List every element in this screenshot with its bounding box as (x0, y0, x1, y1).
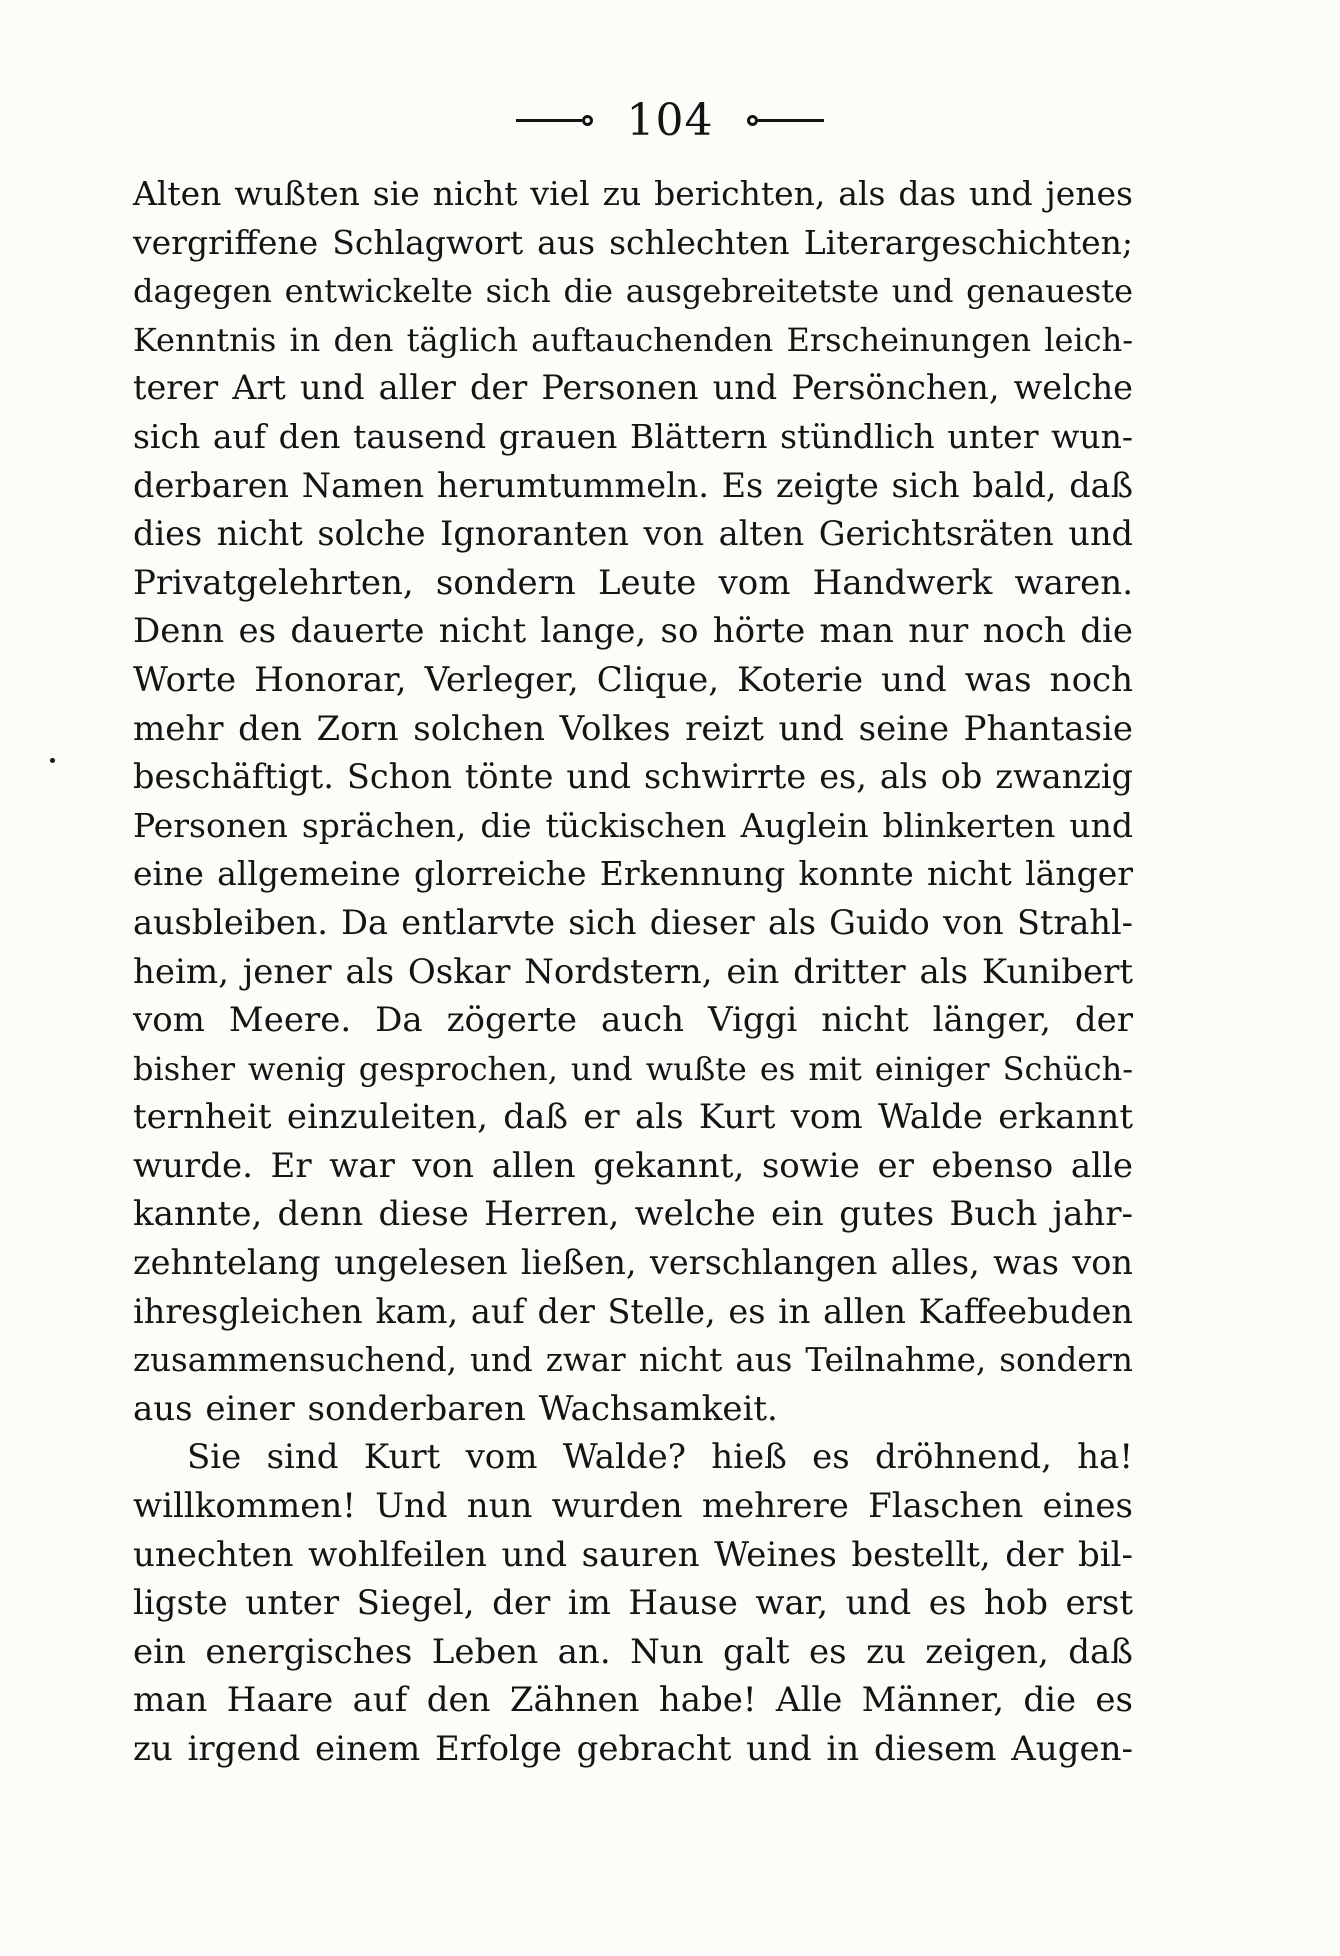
header-rule-left (516, 119, 582, 122)
text-line: Sie sind Kurt vom Walde? hieß es dröhnend, ha! (187, 1437, 1133, 1478)
text-line: zusammensuchend, und zwar nicht aus Teilnahme, sondern (133, 1341, 1133, 1380)
text-line: ein energisches Leben an. Nun galt es zu zeigen, daß (133, 1631, 1133, 1672)
text-line: kannte, denn diese Herren, welche ein gutes Buch jahr- (133, 1194, 1133, 1235)
text-line: Denn es dauerte nicht lange, so hörte man nur noch die (133, 611, 1133, 652)
text-line: vergriffene Schlagwort aus schlechten Literargeschichten; (133, 222, 1133, 262)
margin-speck (50, 758, 55, 763)
text-line: Worte Honorar, Verleger, Clique, Koterie und was noch (133, 659, 1133, 700)
text-line: Alten wußten sie nicht viel zu berichten, als das und jenes (133, 174, 1133, 213)
text-line: ternheit einzuleiten, daß er als Kurt vom Walde erkannt (133, 1097, 1133, 1138)
text-line: sich auf den tausend grauen Blättern stündlich unter wun- (133, 416, 1133, 456)
text-line: Kenntnis in den täglich auftauchenden Erscheinungen leich- (133, 320, 1133, 359)
text-line: beschäftigt. Schon tönte und schwirrte es, als ob zwanzig (133, 757, 1133, 797)
text-line: wurde. Er war von allen gekannt, sowie er ebenso alle (133, 1145, 1133, 1186)
text-line: mehr den Zorn solchen Volkes reizt und seine Phantasie (133, 708, 1133, 749)
text-line: ihresgleichen kam, auf der Stelle, es in allen Kaffeebuden (133, 1291, 1133, 1331)
page-header (0, 90, 1340, 150)
paragraph-1 (133, 170, 1133, 1433)
text-line: dies nicht solche Ignoranten von alten Gerichtsräten und (133, 514, 1133, 554)
header-ornament-right (747, 115, 758, 126)
text-line: dagegen entwickelte sich die ausgebreitetste und genaueste (133, 272, 1133, 311)
text-line: zu irgend einem Erfolge gebracht und in diesem Augen- (133, 1729, 1133, 1769)
text-line: willkommen! Und nun wurden mehrere Flaschen eines (133, 1486, 1133, 1527)
page-number: 104 (626, 94, 714, 146)
text-line: eine allgemeine glorreiche Erkennung konnte nicht länger (133, 854, 1133, 894)
text-line: derbaren Namen herumtummeln. Es zeigte sich bald, daß (133, 465, 1134, 505)
header-rule-right (758, 119, 824, 122)
text-line: ausbleiben. Da entlarvte sich dieser als Guido von Strahl- (133, 902, 1133, 942)
text-line: zehntelang ungelesen ließen, verschlangen alles, was von (133, 1243, 1133, 1283)
text-line: bisher wenig gesprochen, und wußte es mit einiger Schüch- (133, 1049, 1133, 1088)
paragraph-2 (133, 1433, 1133, 1773)
body-text (133, 170, 1133, 1774)
text-line: ligste unter Siegel, der im Hause war, und es hob erst (133, 1583, 1133, 1624)
text-line: heim, jener als Oskar Nordstern, ein dritter als Kunibert (133, 951, 1133, 992)
text-line: unechten wohlfeilen und sauren Weines bestellt, der bil- (133, 1534, 1133, 1575)
header-ornament-left (582, 115, 593, 126)
text-line: vom Meere. Da zögerte auch Viggi nicht länger, der (133, 1000, 1133, 1041)
text-line: terer Art und aller der Personen und Persönchen, welche (133, 368, 1133, 408)
text-line: Privatgelehrten, sondern Leute vom Handwerk waren. (133, 562, 1133, 603)
text-line: man Haare auf den Zähnen habe! Alle Männer, die es (133, 1680, 1133, 1721)
text-line: aus einer sonderbaren Wachsamkeit. (133, 1388, 778, 1429)
text-line: Personen sprächen, die tückischen Auglein blinkerten und (133, 805, 1133, 845)
